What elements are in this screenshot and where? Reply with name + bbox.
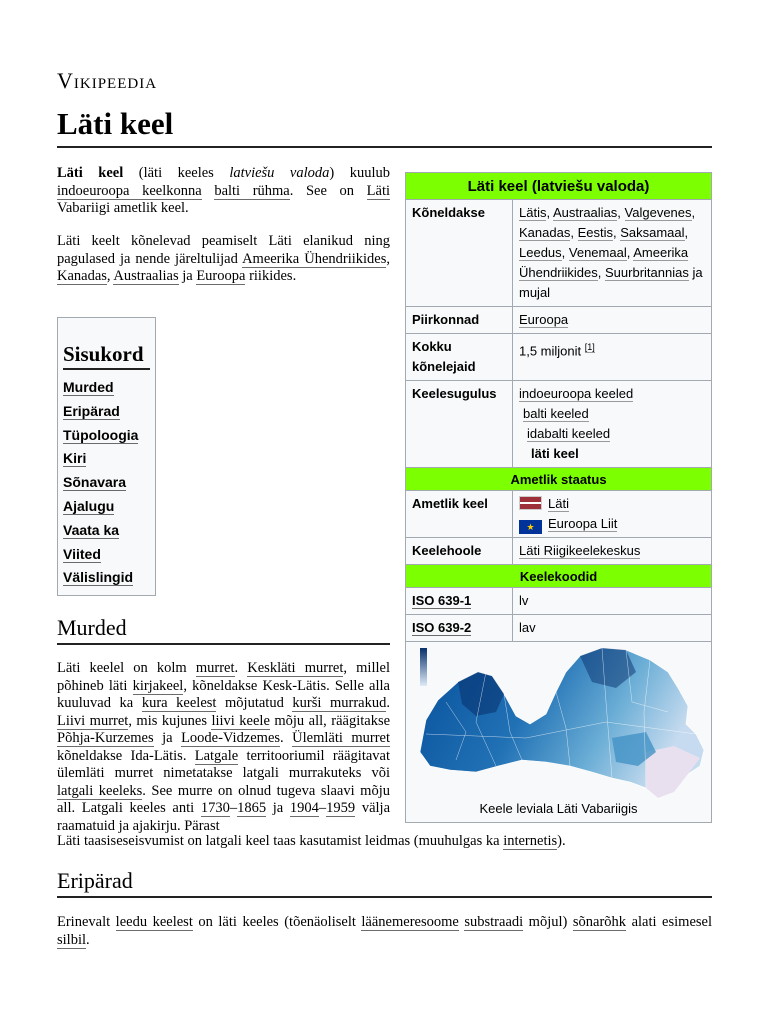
text: on läti keeles (tõenäoliselt [192, 914, 362, 930]
text: , millel põhineb läti [57, 660, 390, 694]
toc-label[interactable]: Vaata ka [63, 521, 120, 538]
toc-title: Sisukord [63, 342, 150, 370]
text: , [106, 268, 114, 284]
infobox-row-iso2 [406, 615, 711, 642]
link-silbil[interactable]: silbil [57, 931, 87, 948]
text: kõneldakse Ida-Lätis. [57, 747, 195, 764]
intro-paragraph-2 [57, 233, 390, 286]
text: ja mujal [519, 265, 703, 300]
infobox-label: Keelesugulus [406, 381, 513, 467]
text: . See on [289, 182, 367, 199]
infobox-label: Kokku kõnelejaid [406, 334, 513, 380]
link-euroopa[interactable]: Euroopa [519, 312, 569, 327]
link-riigikeelekeskus[interactable]: Läti Riigikeelekeskus [519, 543, 641, 558]
link-ameerika[interactable]: Ameerika Ühendriikides [242, 250, 387, 267]
section-heading-eriparad: Eripärad [57, 868, 133, 893]
link-1959[interactable]: 1959 [326, 800, 356, 816]
latvia-language-map[interactable] [406, 642, 711, 802]
link-suurbritannias[interactable]: Suurbritannias [605, 265, 689, 280]
text: ja [153, 730, 182, 746]
link-iso-639-1[interactable]: ISO 639-1 [412, 593, 472, 608]
link-latgali-keeleks[interactable]: latgali keeleks [57, 782, 143, 799]
site-wordmark[interactable]: Vikipeedia [57, 68, 158, 93]
title-divider [57, 146, 712, 148]
murded-paragraph [57, 660, 390, 835]
reference-1[interactable]: [1] [584, 342, 595, 352]
table-of-contents [57, 317, 156, 596]
native-name: latviešu valoda [229, 165, 330, 181]
link-saksamaal[interactable]: Saksamaal [620, 225, 685, 240]
text: alati esimesel [626, 914, 712, 930]
link-kanadas[interactable]: Kanadas [519, 225, 571, 240]
page-title: Läti keel [57, 106, 174, 141]
text: ) kuulub [329, 165, 390, 181]
text: Läti keelt kõnelevad peamiselt Läti elanikud ning pagulased ja nende järeltulijad [57, 233, 390, 267]
infobox-label[interactable] [406, 588, 513, 614]
infobox-value [513, 381, 711, 467]
link-ulemlati-murret[interactable]: Ülemläti murret [292, 730, 391, 746]
link-leedus[interactable]: Leedus [519, 245, 562, 260]
link-ameerika-uhendriikides[interactable]: Ameerika Ühendriikides [519, 245, 689, 280]
link-latis[interactable]: Lätis [519, 205, 547, 220]
infobox [405, 172, 712, 823]
text: (läti keeles [123, 165, 230, 181]
text: Erinevalt [57, 914, 116, 930]
link-sonarohk[interactable]: sõnarõhk [572, 914, 627, 930]
text: mõjutatud [216, 695, 293, 711]
infobox-value: Lätis, Austraalias, Valgevenes, Kanadas, Eestis, Saksamaal, Leedus, Venemaal, Ameerika Ühendriikides, Suurbritannias ja mujal [519, 205, 703, 300]
toc-label[interactable]: Kiri [63, 450, 87, 467]
link-indoeuroopa[interactable]: indoeuroopa keelkonna [57, 182, 202, 199]
infobox-value [513, 334, 711, 380]
infobox-row-ametlik-keel [406, 491, 711, 538]
text: Vabariigi ametlik keel. [57, 200, 189, 216]
text: – [229, 800, 238, 816]
text: välja raamatuid ja ajakirju. Pärast [57, 800, 391, 834]
map-legend [420, 648, 427, 686]
text: territooriumil räägitavat ülemläti murret nimetatakse latgali murrakuteks või [57, 747, 390, 781]
link-austraalias[interactable]: Austraalias [552, 205, 618, 220]
toc-label[interactable]: Viited [63, 545, 101, 562]
toc-label[interactable]: Tüpoloogia [63, 426, 139, 443]
toc-item-vaata-ka[interactable] [63, 519, 150, 543]
text: ja [178, 268, 197, 284]
link-liivi-keele[interactable]: liivi keele [211, 712, 270, 729]
infobox-value: lv [519, 593, 529, 608]
current-language: läti keel [531, 446, 579, 461]
text: , [386, 250, 390, 267]
infobox-header-ametlik: Ametlik staatus [406, 468, 711, 491]
text: Läti keelel on kolm [57, 660, 196, 676]
infobox-label: Piirkonnad [406, 307, 513, 333]
link-euroopa-liit[interactable]: Euroopa Liit [548, 516, 618, 531]
map-caption: Keele leviala Läti Vabariigis [479, 801, 638, 816]
section-heading-murded: Murded [57, 615, 127, 640]
link-valgevenes[interactable]: Valgevenes [624, 205, 692, 220]
infobox-value [513, 307, 711, 333]
toc-item-kiri[interactable] [63, 447, 150, 471]
link-indoeuroopa-keeled[interactable]: indoeuroopa keeled [519, 386, 634, 401]
intro-paragraph-1 [57, 165, 390, 218]
infobox-label: Kõneldakse [406, 200, 513, 306]
infobox-row-piirkonnad [406, 307, 711, 334]
toc-label[interactable]: Eripärad [63, 402, 120, 419]
toc-label[interactable]: Välislingid [63, 569, 134, 586]
lead-term: Läti keel [57, 165, 124, 181]
infobox-row-koneldakse [406, 200, 711, 307]
infobox-value [513, 538, 711, 564]
toc-label[interactable]: Ajalugu [63, 497, 115, 514]
link-pohja-kurzemes[interactable]: Põhja-Kurzemes [57, 730, 154, 746]
section-divider [57, 896, 712, 898]
eriparad-paragraph [57, 914, 712, 949]
toc-item-eriparad[interactable] [63, 400, 150, 424]
text: , kõneldakse Kesk-Lätis. Selle alla kuuluvad ka [57, 677, 390, 711]
infobox-header-koodid: Keelekoodid [406, 565, 711, 588]
murded-paragraph-end [57, 833, 712, 851]
text: . [86, 931, 90, 948]
link-1730[interactable]: 1730 [200, 800, 230, 816]
link-venemaal[interactable]: Venemaal [568, 245, 627, 260]
link-iso-639-2[interactable]: ISO 639-2 [412, 620, 472, 635]
text: – [318, 800, 327, 816]
link-balti-ruhm[interactable]: balti rühma [214, 182, 290, 199]
toc-item-tupoloogia[interactable] [63, 424, 150, 448]
link-kanadas[interactable]: Kanadas [57, 268, 107, 284]
toc-label[interactable]: Murded [63, 379, 114, 395]
text: , mis kujunes [128, 712, 212, 729]
eu-flag-icon: ★ [519, 520, 542, 534]
infobox-map [406, 642, 711, 822]
text: Läti taasiseseisvumist on latgali keel taas kasutamist leidmas (muuhulgas ka [57, 833, 504, 849]
link-keskläti-murret[interactable]: Keskläti murret [247, 660, 344, 676]
link-murret[interactable]: murret [195, 660, 235, 676]
link-austraalias[interactable]: Austraalias [113, 268, 179, 284]
text: . [386, 695, 390, 711]
infobox-label: Keelehoole [406, 538, 513, 564]
link-kirjakeel[interactable]: kirjakeel [132, 677, 184, 694]
link-leedu-keelest[interactable]: leedu keelest [115, 914, 193, 930]
text: . [280, 730, 293, 746]
infobox-row-keelesugulus [406, 381, 711, 468]
toc-item-ajalugu[interactable] [63, 495, 150, 519]
infobox-row-keelehoole [406, 538, 711, 565]
link-euroopa[interactable]: Euroopa [196, 268, 246, 284]
text: . [234, 660, 248, 676]
toc-label[interactable]: Sõnavara [63, 474, 127, 491]
text: . See murre on olnud tugeva slaavi mõju all. Latgali keeles anti [57, 782, 390, 816]
infobox-label: Ametlik keel [406, 491, 513, 537]
link-kursi-murrakud[interactable]: kurši murrakud [292, 695, 387, 711]
latvia-flag-icon [519, 496, 542, 510]
infobox-title: Läti keel (latviešu valoda) [406, 173, 711, 200]
link-idabalti-keeled[interactable]: idabalti keeled [527, 426, 611, 441]
section-divider [57, 643, 390, 645]
toc-item-valislingid[interactable] [63, 566, 150, 590]
infobox-value [513, 491, 711, 537]
text: ja [266, 800, 290, 816]
link-internetis[interactable]: internetis [503, 833, 558, 849]
link-substraadi[interactable]: substraadi [464, 914, 524, 930]
toc-item-murded[interactable] [63, 376, 150, 400]
link-kura-keelest[interactable]: kura keelest [141, 695, 217, 711]
link-loode-vidzemes[interactable]: Loode-Vidzemes [181, 730, 281, 746]
link-balti-keeled[interactable]: balti keeled [523, 406, 589, 421]
link-laanemeresoome[interactable]: läänemeresoome [361, 914, 459, 930]
text [202, 183, 215, 199]
link-eestis[interactable]: Eestis [577, 225, 613, 240]
infobox-value: lav [519, 620, 536, 635]
text: 1,5 miljonit [519, 343, 582, 359]
link-liivi-murret[interactable]: Liivi murret [57, 712, 129, 729]
link-lati[interactable]: Läti [366, 182, 391, 199]
text: riikides. [245, 268, 297, 284]
infobox-row-iso1 [406, 588, 711, 615]
link-1904[interactable]: 1904 [289, 800, 319, 816]
link-lati[interactable]: Läti [548, 496, 569, 511]
infobox-label[interactable] [406, 615, 513, 641]
text: mõju all, räägitakse [269, 712, 391, 729]
text: mõjul) [523, 914, 573, 930]
link-latgale[interactable]: Latgale [194, 747, 239, 764]
toc-item-sonavara[interactable] [63, 471, 150, 495]
link-1865[interactable]: 1865 [237, 800, 267, 816]
infobox-row-kokku [406, 334, 711, 381]
toc-item-viited[interactable] [63, 543, 150, 567]
text: ). [557, 833, 566, 849]
